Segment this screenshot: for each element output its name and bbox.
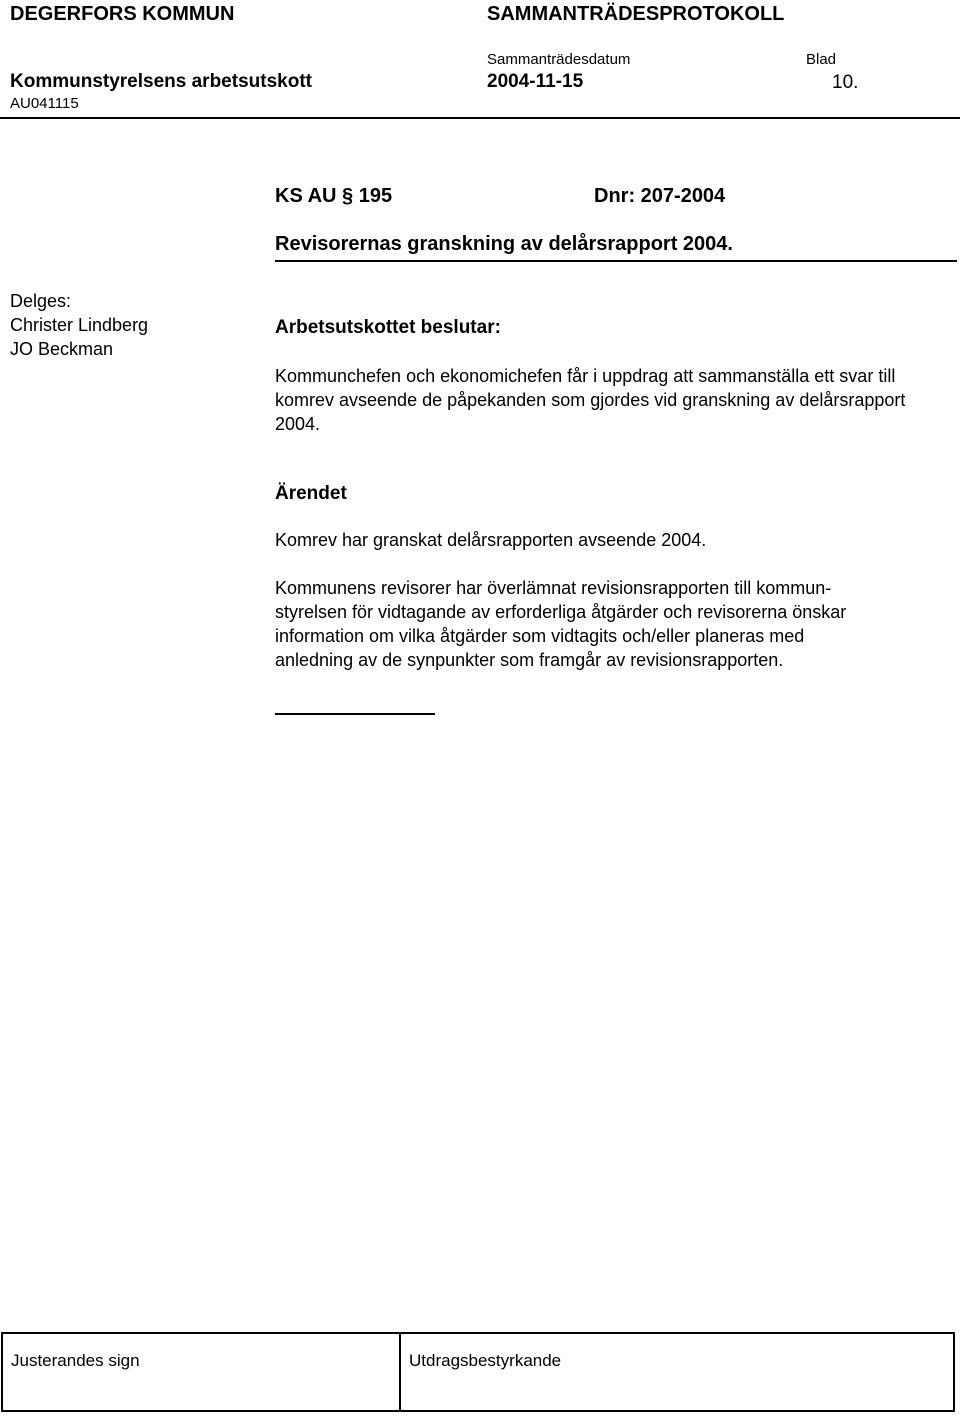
paragraph-line: styrelsen för vidtagande av erforderliga åtgärder och revisorerna önskar bbox=[275, 602, 847, 622]
document-type: SAMMANTRÄDESPROTOKOLL bbox=[487, 3, 785, 25]
recipient: Christer Lindberg bbox=[10, 315, 149, 335]
organization-name: DEGERFORS KOMMUN bbox=[10, 3, 235, 25]
meeting-date: 2004-11-15 bbox=[487, 71, 584, 92]
date-label: Sammanträdesdatum bbox=[487, 51, 631, 68]
adjuster-sign-label: Justerandes sign bbox=[11, 1351, 140, 1370]
adjuster-sign-cell bbox=[3, 1334, 401, 1410]
recipient: JO Beckman bbox=[10, 339, 114, 359]
distribution-label: Delges: bbox=[10, 291, 72, 311]
matter-heading bbox=[275, 481, 945, 506]
matter-heading-text: Ärendet bbox=[275, 483, 347, 504]
paragraph-line: information om vilka åtgärder som vidtagits och/eller planeras med bbox=[275, 626, 805, 646]
end-rule bbox=[275, 713, 435, 715]
section-symbol: § bbox=[342, 185, 354, 207]
page-number: 10. bbox=[832, 72, 859, 93]
diary-number: Dnr: 207-2004 bbox=[594, 185, 726, 207]
title-underline bbox=[275, 260, 957, 262]
matter-paragraph-1: Komrev har granskat delårsrapporten avseende 2004. bbox=[275, 530, 707, 550]
decision-text: Kommunchefen och ekonomichefen får i uppdrag att sammanställa ett svar till komrev avseende de påpekanden som gjordes vid granskning av delårsrapport 2004. bbox=[275, 366, 906, 434]
page-label: Blad bbox=[806, 51, 837, 68]
header-divider bbox=[0, 117, 960, 119]
protocol-code: AU041115 bbox=[10, 95, 79, 112]
case-title: Revisorernas granskning av delårsrapport 2004. bbox=[275, 233, 733, 255]
decision-heading-text: Arbetsutskottet beslutar: bbox=[275, 317, 501, 338]
paragraph-line: Kommunens revisorer har överlämnat revisionsrapporten till kommun- bbox=[275, 578, 832, 598]
paragraph-number: 195 bbox=[358, 185, 393, 207]
decision-heading bbox=[275, 315, 945, 340]
paragraph-reference bbox=[275, 185, 392, 208]
committee-name: Kommunstyrelsens arbetsutskott bbox=[10, 71, 312, 92]
matter-paragraph-2 bbox=[275, 576, 955, 672]
extract-certifier-cell bbox=[401, 1334, 953, 1410]
distribution-block bbox=[10, 289, 148, 361]
signature-footer bbox=[1, 1332, 955, 1412]
extract-certifier-label: Utdragsbestyrkande bbox=[409, 1351, 562, 1370]
paragraph-prefix: KS AU bbox=[275, 185, 337, 207]
paragraph-line: anledning av de synpunkter som framgår av revisionsrapporten. bbox=[275, 650, 784, 670]
